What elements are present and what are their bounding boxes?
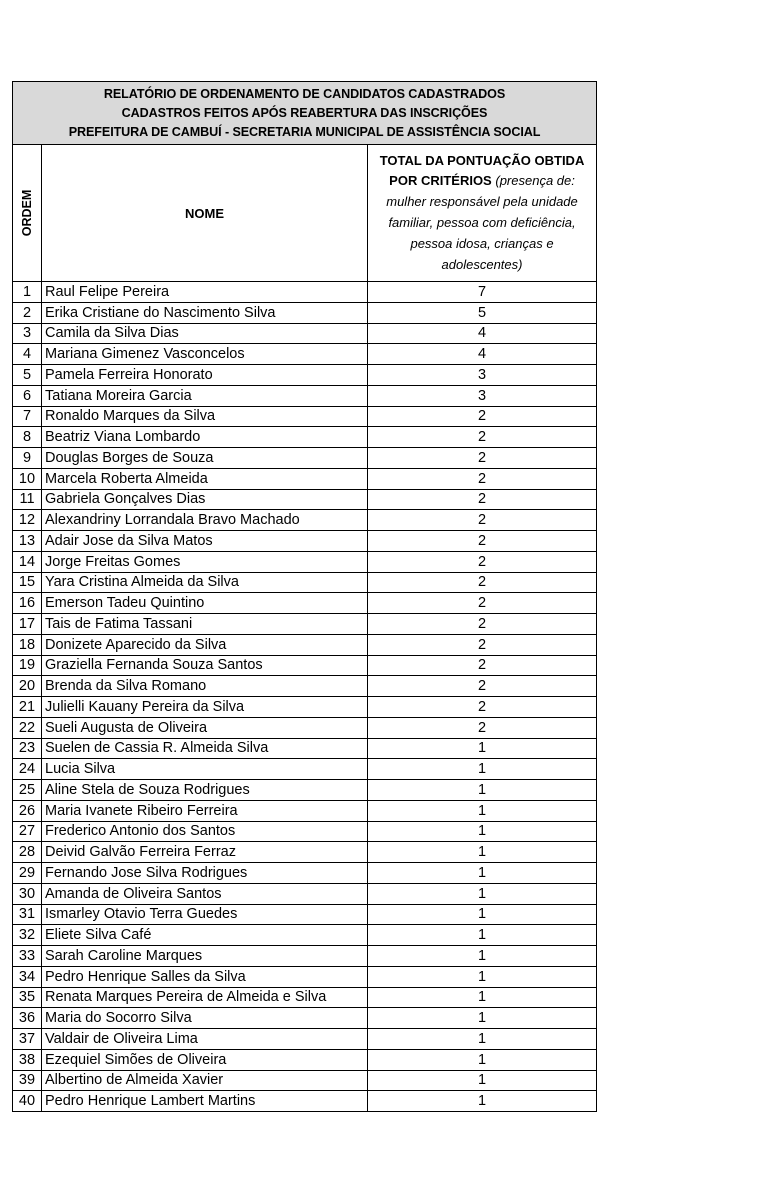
row-ordem-cell: 14 <box>13 551 42 572</box>
row-score-cell: 2 <box>368 634 597 655</box>
table-row <box>13 863 597 884</box>
table-row <box>13 365 597 386</box>
row-nome-cell: Raul Felipe Pereira <box>42 282 368 303</box>
row-nome-cell: Gabriela Gonçalves Dias <box>42 489 368 510</box>
row-score-cell: 2 <box>368 468 597 489</box>
table-row <box>13 448 597 469</box>
table-row <box>13 1008 597 1029</box>
row-ordem-cell: 10 <box>13 468 42 489</box>
row-ordem-cell: 21 <box>13 697 42 718</box>
row-score-cell: 1 <box>368 821 597 842</box>
table-row <box>13 904 597 925</box>
row-score-cell: 1 <box>368 800 597 821</box>
table-row <box>13 676 597 697</box>
row-ordem-cell: 20 <box>13 676 42 697</box>
row-score-cell: 2 <box>368 717 597 738</box>
row-ordem-cell: 26 <box>13 800 42 821</box>
column-header-ordem <box>13 145 42 282</box>
report-title: RELATÓRIO DE ORDENAMENTO DE CANDIDATOS CADASTRADOS <box>103 86 506 101</box>
row-ordem-cell: 38 <box>13 1049 42 1070</box>
row-ordem-cell: 7 <box>13 406 42 427</box>
table-row <box>13 385 597 406</box>
row-score-cell: 7 <box>368 282 597 303</box>
row-nome-cell: Alexandriny Lorrandala Bravo Machado <box>42 510 368 531</box>
table-row <box>13 302 597 323</box>
row-score-cell: 1 <box>368 1049 597 1070</box>
row-ordem-cell: 4 <box>13 344 42 365</box>
table-row <box>13 614 597 635</box>
row-ordem-cell: 37 <box>13 1029 42 1050</box>
row-ordem-cell: 12 <box>13 510 42 531</box>
row-nome-cell: Amanda de Oliveira Santos <box>42 883 368 904</box>
row-nome-cell: Sarah Caroline Marques <box>42 946 368 967</box>
row-ordem-cell: 35 <box>13 987 42 1008</box>
row-nome-cell: Marcela Roberta Almeida <box>42 468 368 489</box>
row-nome-cell: Douglas Borges de Souza <box>42 448 368 469</box>
row-nome-cell: Suelen de Cassia R. Almeida Silva <box>42 738 368 759</box>
row-score-cell: 4 <box>368 323 597 344</box>
row-score-cell: 1 <box>368 987 597 1008</box>
row-score-cell: 1 <box>368 883 597 904</box>
table-row <box>13 987 597 1008</box>
row-score-cell: 2 <box>368 531 597 552</box>
table-row <box>13 1049 597 1070</box>
column-header-score-criteria: (presença de: mulher responsável pela unidade familiar, pessoa com deficiência, pessoa idosa, crianças e adolescentes) <box>386 173 578 272</box>
table-row <box>13 1070 597 1091</box>
candidates-table-body <box>13 282 597 1112</box>
row-nome-cell: Pedro Henrique Lambert Martins <box>42 1091 368 1112</box>
table-row <box>13 634 597 655</box>
row-nome-cell: Maria do Socorro Silva <box>42 1008 368 1029</box>
row-ordem-cell: 18 <box>13 634 42 655</box>
table-row <box>13 883 597 904</box>
table-row <box>13 489 597 510</box>
row-ordem-cell: 33 <box>13 946 42 967</box>
row-score-cell: 2 <box>368 510 597 531</box>
row-ordem-cell: 29 <box>13 863 42 884</box>
row-score-cell: 2 <box>368 697 597 718</box>
row-score-cell: 1 <box>368 738 597 759</box>
row-ordem-cell: 22 <box>13 717 42 738</box>
table-row <box>13 717 597 738</box>
row-ordem-cell: 31 <box>13 904 42 925</box>
column-header-ordem-label: ORDEM <box>20 189 34 237</box>
row-ordem-cell: 28 <box>13 842 42 863</box>
row-nome-cell: Yara Cristina Almeida da Silva <box>42 572 368 593</box>
table-row <box>13 1029 597 1050</box>
row-nome-cell: Graziella Fernanda Souza Santos <box>42 655 368 676</box>
table-row <box>13 1091 597 1112</box>
row-score-cell: 2 <box>368 448 597 469</box>
table-row <box>13 551 597 572</box>
table-row <box>13 697 597 718</box>
row-score-cell: 4 <box>368 344 597 365</box>
row-score-cell: 3 <box>368 385 597 406</box>
row-ordem-cell: 19 <box>13 655 42 676</box>
row-score-cell: 1 <box>368 1008 597 1029</box>
table-row <box>13 282 597 303</box>
row-ordem-cell: 39 <box>13 1070 42 1091</box>
row-score-cell: 1 <box>368 780 597 801</box>
row-nome-cell: Sueli Augusta de Oliveira <box>42 717 368 738</box>
row-nome-cell: Brenda da Silva Romano <box>42 676 368 697</box>
row-score-cell: 1 <box>368 863 597 884</box>
row-nome-cell: Albertino de Almeida Xavier <box>42 1070 368 1091</box>
row-ordem-cell: 3 <box>13 323 42 344</box>
row-score-cell: 2 <box>368 676 597 697</box>
row-score-cell: 2 <box>368 489 597 510</box>
row-score-cell: 1 <box>368 904 597 925</box>
row-score-cell: 2 <box>368 427 597 448</box>
row-score-cell: 1 <box>368 925 597 946</box>
table-row <box>13 344 597 365</box>
row-ordem-cell: 34 <box>13 966 42 987</box>
row-nome-cell: Ismarley Otavio Terra Guedes <box>42 904 368 925</box>
table-row <box>13 510 597 531</box>
row-nome-cell: Pedro Henrique Salles da Silva <box>42 966 368 987</box>
row-nome-cell: Lucia Silva <box>42 759 368 780</box>
table-row <box>13 842 597 863</box>
row-nome-cell: Aline Stela de Souza Rodrigues <box>42 780 368 801</box>
row-ordem-cell: 30 <box>13 883 42 904</box>
row-score-cell: 1 <box>368 946 597 967</box>
row-nome-cell: Pamela Ferreira Honorato <box>42 365 368 386</box>
row-ordem-cell: 2 <box>13 302 42 323</box>
table-row <box>13 738 597 759</box>
row-nome-cell: Emerson Tadeu Quintino <box>42 593 368 614</box>
row-ordem-cell: 8 <box>13 427 42 448</box>
row-nome-cell: Tais de Fatima Tassani <box>42 614 368 635</box>
report-subtitle: CADASTROS FEITOS APÓS REABERTURA DAS INSCRIÇÕES <box>121 105 488 120</box>
row-ordem-cell: 6 <box>13 385 42 406</box>
table-row <box>13 800 597 821</box>
row-nome-cell: Adair Jose da Silva Matos <box>42 531 368 552</box>
table-row <box>13 966 597 987</box>
row-ordem-cell: 36 <box>13 1008 42 1029</box>
row-score-cell: 2 <box>368 551 597 572</box>
row-ordem-cell: 24 <box>13 759 42 780</box>
table-row <box>13 946 597 967</box>
column-header-score <box>368 145 597 282</box>
table-row <box>13 925 597 946</box>
table-row <box>13 468 597 489</box>
table-row <box>13 655 597 676</box>
row-ordem-cell: 17 <box>13 614 42 635</box>
table-row <box>13 759 597 780</box>
row-nome-cell: Frederico Antonio dos Santos <box>42 821 368 842</box>
row-nome-cell: Valdair de Oliveira Lima <box>42 1029 368 1050</box>
table-row <box>13 406 597 427</box>
report-title-block <box>13 82 597 145</box>
row-score-cell: 5 <box>368 302 597 323</box>
row-nome-cell: Renata Marques Pereira de Almeida e Silva <box>42 987 368 1008</box>
column-header-score-title: TOTAL DA PONTUAÇÃO OBTIDA POR CRITÉRIOS <box>379 152 585 189</box>
row-ordem-cell: 15 <box>13 572 42 593</box>
row-nome-cell: Mariana Gimenez Vasconcelos <box>42 344 368 365</box>
table-row <box>13 323 597 344</box>
report-organization: PREFEITURA DE CAMBUÍ - SECRETARIA MUNICIPAL DE ASSISTÊNCIA SOCIAL <box>68 124 541 139</box>
row-score-cell: 2 <box>368 593 597 614</box>
row-nome-cell: Eliete Silva Café <box>42 925 368 946</box>
table-row <box>13 780 597 801</box>
row-score-cell: 2 <box>368 572 597 593</box>
row-score-cell: 1 <box>368 1029 597 1050</box>
row-score-cell: 1 <box>368 1070 597 1091</box>
row-ordem-cell: 27 <box>13 821 42 842</box>
row-score-cell: 2 <box>368 655 597 676</box>
row-ordem-cell: 40 <box>13 1091 42 1112</box>
table-row <box>13 427 597 448</box>
row-nome-cell: Tatiana Moreira Garcia <box>42 385 368 406</box>
row-nome-cell: Deivid Galvão Ferreira Ferraz <box>42 842 368 863</box>
row-nome-cell: Camila da Silva Dias <box>42 323 368 344</box>
row-ordem-cell: 5 <box>13 365 42 386</box>
row-ordem-cell: 1 <box>13 282 42 303</box>
row-ordem-cell: 16 <box>13 593 42 614</box>
row-score-cell: 1 <box>368 759 597 780</box>
row-score-cell: 1 <box>368 1091 597 1112</box>
row-score-cell: 1 <box>368 966 597 987</box>
row-nome-cell: Fernando Jose Silva Rodrigues <box>42 863 368 884</box>
row-ordem-cell: 32 <box>13 925 42 946</box>
candidates-report-table <box>12 81 597 1112</box>
row-ordem-cell: 23 <box>13 738 42 759</box>
row-nome-cell: Jorge Freitas Gomes <box>42 551 368 572</box>
table-row <box>13 821 597 842</box>
table-row <box>13 531 597 552</box>
row-nome-cell: Erika Cristiane do Nascimento Silva <box>42 302 368 323</box>
row-ordem-cell: 11 <box>13 489 42 510</box>
table-row <box>13 572 597 593</box>
row-score-cell: 2 <box>368 614 597 635</box>
row-nome-cell: Ezequiel Simões de Oliveira <box>42 1049 368 1070</box>
table-row <box>13 593 597 614</box>
row-score-cell: 3 <box>368 365 597 386</box>
row-score-cell: 1 <box>368 842 597 863</box>
row-nome-cell: Ronaldo Marques da Silva <box>42 406 368 427</box>
row-ordem-cell: 25 <box>13 780 42 801</box>
row-nome-cell: Donizete Aparecido da Silva <box>42 634 368 655</box>
row-score-cell: 2 <box>368 406 597 427</box>
column-header-nome: NOME <box>42 145 368 282</box>
row-ordem-cell: 13 <box>13 531 42 552</box>
row-nome-cell: Maria Ivanete Ribeiro Ferreira <box>42 800 368 821</box>
row-nome-cell: Beatriz Viana Lombardo <box>42 427 368 448</box>
row-ordem-cell: 9 <box>13 448 42 469</box>
row-nome-cell: Julielli Kauany Pereira da Silva <box>42 697 368 718</box>
